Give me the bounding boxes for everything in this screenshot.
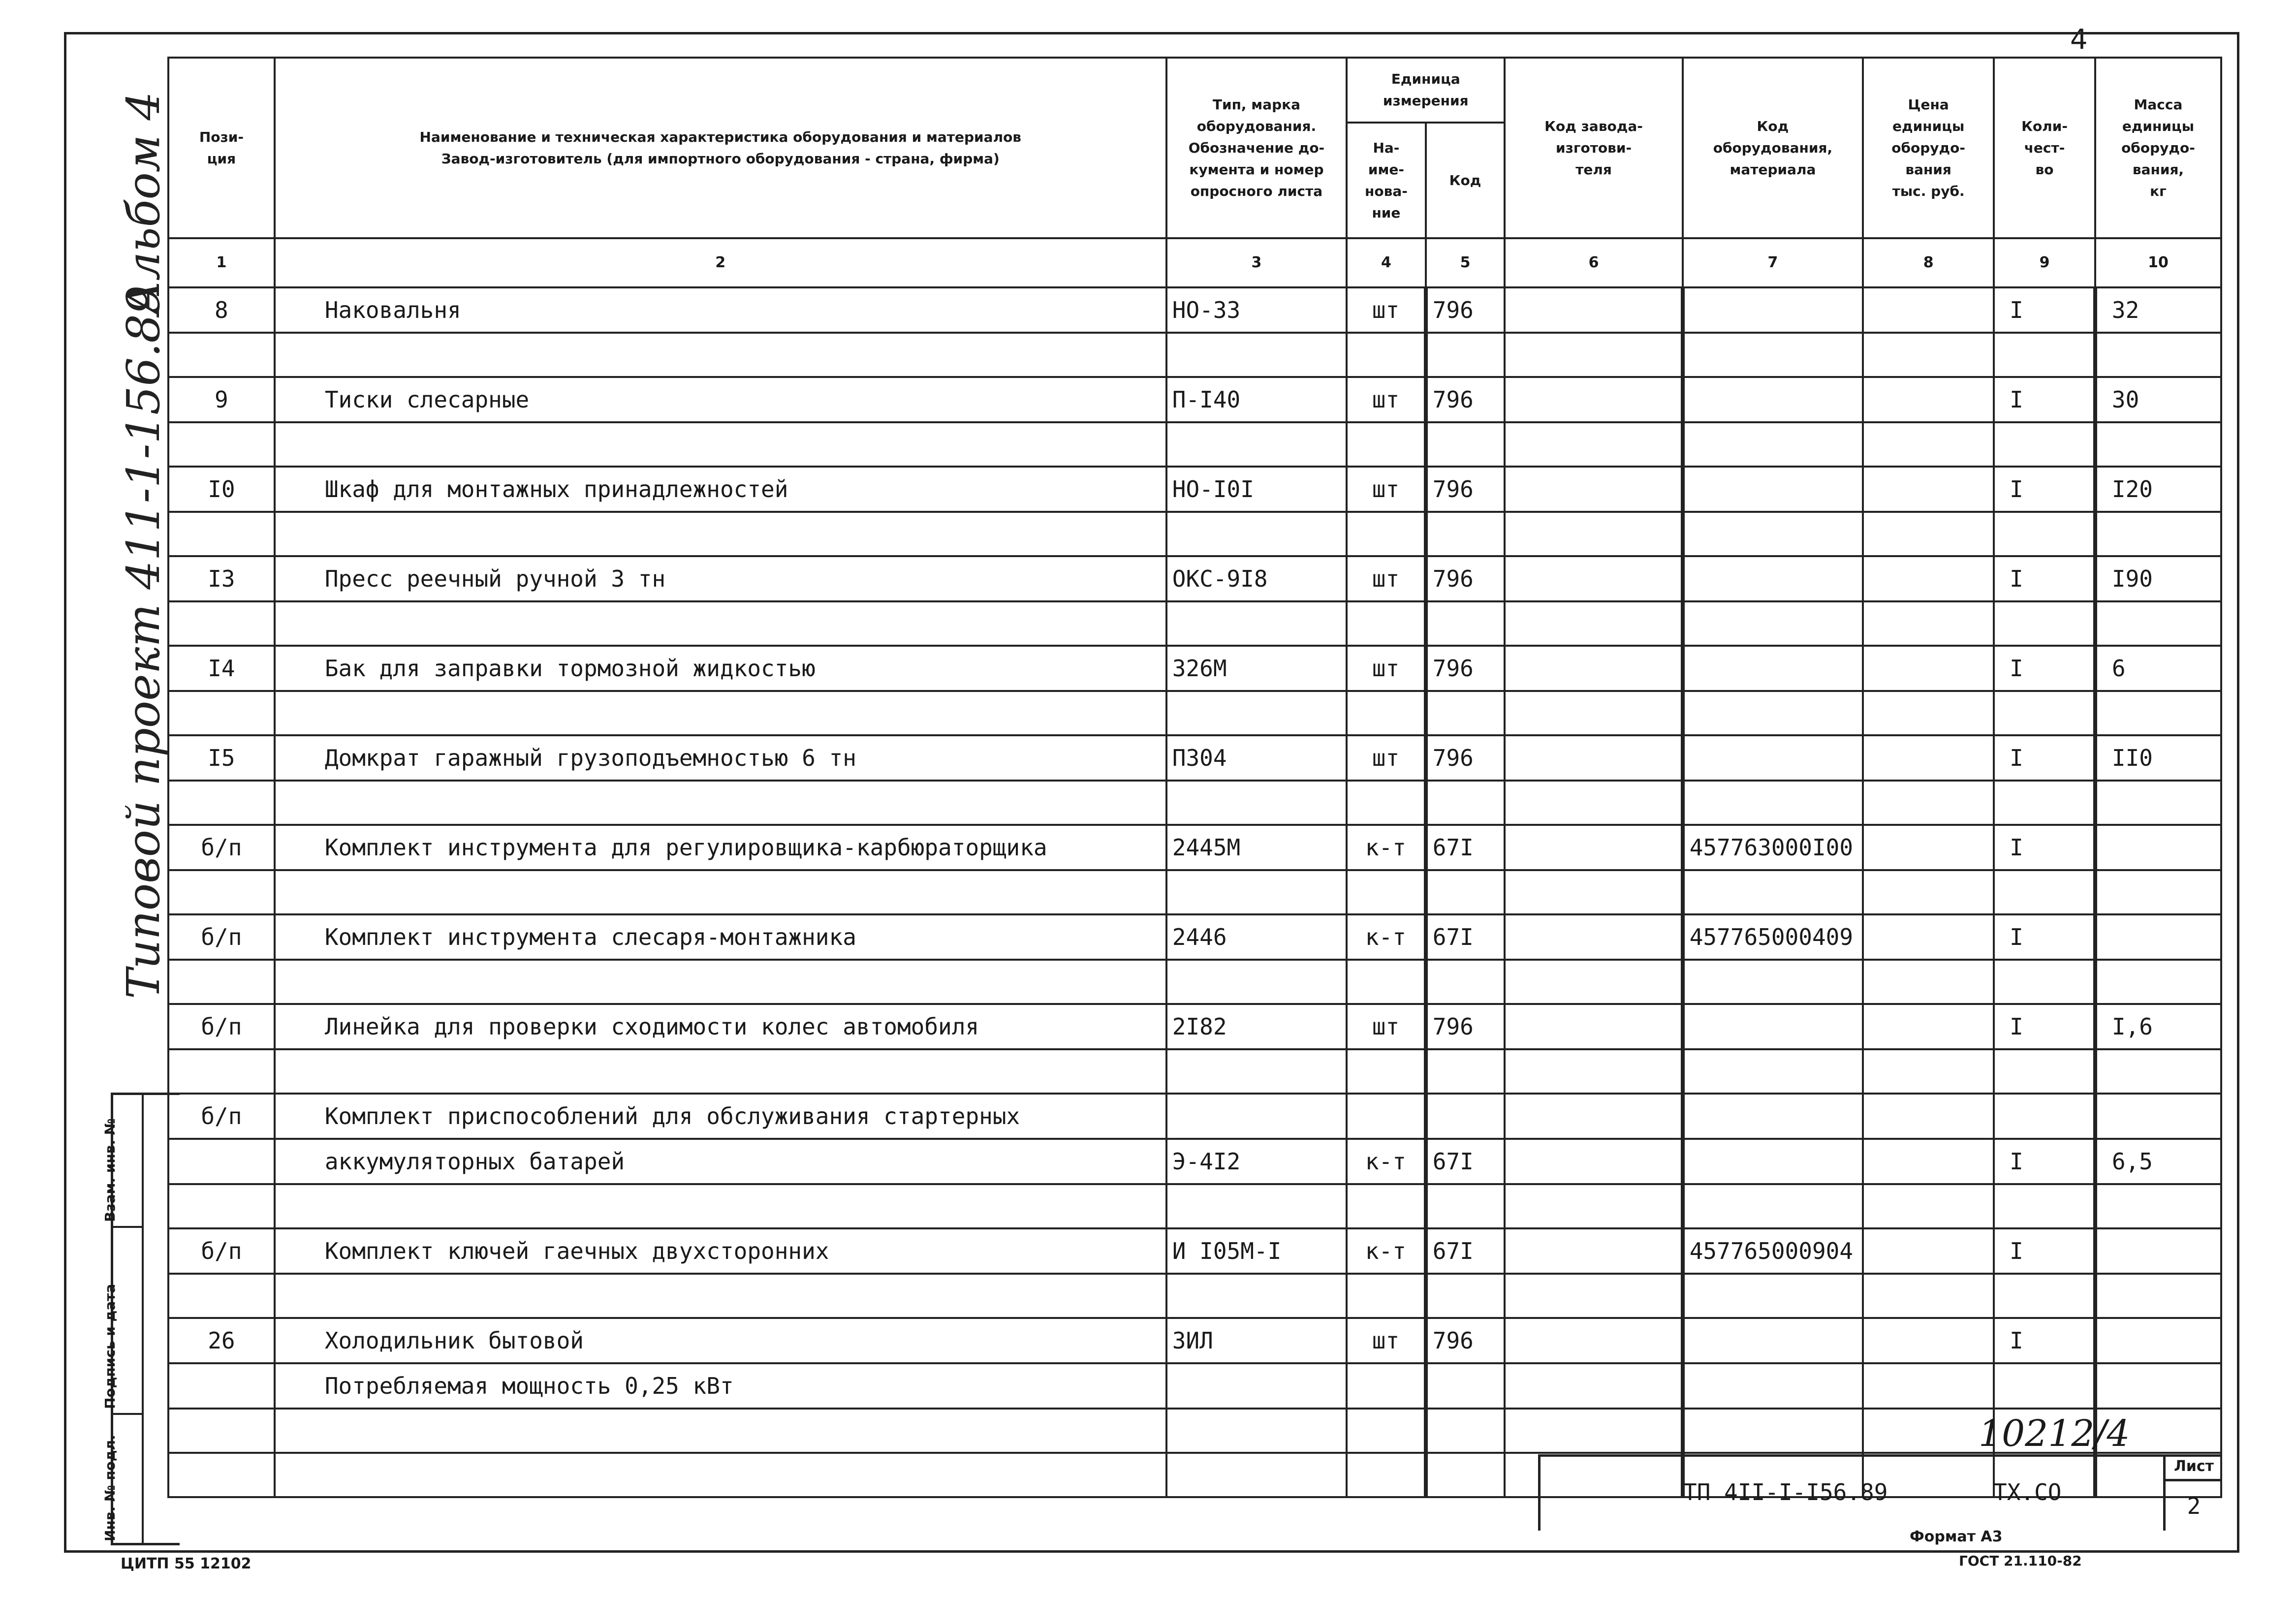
table-row [168, 825, 2221, 870]
row-unit-code: 67I [1426, 914, 1505, 960]
row-position: б/п [168, 1004, 275, 1049]
header-unit-name: На- име- нова- ние [1347, 123, 1426, 238]
row-factory-code [1505, 1004, 1682, 1049]
spacer-row [168, 422, 2221, 467]
table-row [168, 646, 2221, 691]
row-type: Э-4I2 [1166, 1139, 1347, 1184]
power-note: Потребляемая мощность 0,25 кВт [275, 1363, 1166, 1409]
row-type: П-I40 [1166, 377, 1347, 422]
row-unit-code: 796 [1426, 735, 1505, 781]
header-factory-code: Код завода- изготови- теля [1505, 58, 1682, 238]
table-row [168, 287, 2221, 333]
row-unit: к-т [1347, 825, 1426, 870]
row-price [1863, 914, 1994, 960]
spacer-row [168, 960, 2221, 1004]
row-equipment-code [1683, 287, 1863, 333]
row-factory-code [1505, 287, 1682, 333]
row-equipment-code [1683, 1318, 1863, 1363]
header-mass: Масса единицы оборудо- вания, кг [2095, 58, 2221, 238]
row-name: Наковальня [275, 287, 1166, 333]
row-price [1863, 556, 1994, 601]
row-equipment-code [1683, 735, 1863, 781]
row-quantity: I [1994, 467, 2095, 512]
row-factory-code [1505, 377, 1682, 422]
row-mass: 30 [2095, 377, 2221, 422]
row-price [1863, 1228, 1994, 1274]
row-position: 26 [168, 1318, 275, 1363]
row-name: Линейка для проверки сходимости колес автомобиля [275, 1004, 1166, 1049]
row-type: НО-33 [1166, 287, 1347, 333]
row-unit-code: 796 [1426, 646, 1505, 691]
row-equipment-code: 457765000904 [1683, 1228, 1863, 1274]
document-number: ТП 4II-I-I56.89 [1683, 1479, 1888, 1505]
stamp-replace-inv: Взам. инв. № [113, 1095, 143, 1228]
row-position: б/п [168, 825, 275, 870]
row-quantity: I [1994, 1228, 2095, 1274]
row-equipment-code: 457765000409 [1683, 914, 1863, 960]
table-row [168, 1228, 2221, 1274]
row-position: б/п [168, 914, 275, 960]
margin-album-label: Альбом 4 [117, 92, 170, 315]
row-equipment-code: 457763000I00 [1683, 825, 1863, 870]
row-mass [2095, 1318, 2221, 1363]
row-mass: II0 [2095, 735, 2221, 781]
table-row [168, 467, 2221, 512]
row-name: Комплект приспособлений для обслуживания стартерных [275, 1094, 1166, 1139]
row-price [1863, 1139, 1994, 1184]
row-unit-code: 796 [1426, 467, 1505, 512]
row-equipment-code [1683, 1004, 1863, 1049]
row-mass [2095, 1228, 2221, 1274]
header-name: Наименование и техническая характеристика оборудования и материалов Завод-изготовитель (для импортного оборудования - страна, фирма) [275, 58, 1166, 238]
sheet-number: 2 [2163, 1481, 2222, 1531]
row-position: 8 [168, 287, 275, 333]
gost-label: ГОСТ 21.110-82 [1959, 1553, 2082, 1569]
header-position: Пози- ция [168, 58, 275, 238]
col-number: 6 [1505, 238, 1682, 287]
row-name: Комплект ключей гаечных двухсторонних [275, 1228, 1166, 1274]
col-number: 2 [275, 238, 1166, 287]
row-price [1863, 1318, 1994, 1363]
row-factory-code [1505, 1139, 1682, 1184]
spacer-row [168, 333, 2221, 377]
row-unit-code: 796 [1426, 1318, 1505, 1363]
spacer-row [168, 601, 2221, 646]
row-equipment-code [1683, 467, 1863, 512]
header-unit-code: Код [1426, 123, 1505, 238]
stamp-signature-date: Подпись и дата [113, 1228, 143, 1415]
row-factory-code [1505, 1228, 1682, 1274]
row-equipment-code [1683, 1139, 1863, 1184]
row-unit: к-т [1347, 1228, 1426, 1274]
spacer-row [168, 870, 2221, 914]
row-price [1863, 825, 1994, 870]
row-unit-code: 796 [1426, 377, 1505, 422]
table-row [168, 1318, 2221, 1363]
table-row [168, 1139, 2221, 1184]
row-factory-code [1505, 914, 1682, 960]
row-unit: к-т [1347, 1139, 1426, 1184]
row-type: П304 [1166, 735, 1347, 781]
table-body [168, 287, 2221, 1497]
row-unit: шт [1347, 646, 1426, 691]
format-label: Формат А3 [1910, 1528, 2003, 1545]
col-number: 5 [1426, 238, 1505, 287]
row-price [1863, 646, 1994, 691]
row-unit: шт [1347, 1318, 1426, 1363]
row-factory-code [1505, 646, 1682, 691]
row-position: I5 [168, 735, 275, 781]
row-quantity: I [1994, 914, 2095, 960]
row-name: аккумуляторных батарей [275, 1139, 1166, 1184]
row-name: Бак для заправки тормозной жидкостью [275, 646, 1166, 691]
table-row [168, 556, 2221, 601]
table-row [168, 914, 2221, 960]
row-quantity: I [1994, 287, 2095, 333]
row-unit-code: 67I [1426, 825, 1505, 870]
row-type: 326М [1166, 646, 1347, 691]
row-position: I4 [168, 646, 275, 691]
row-quantity: I [1994, 377, 2095, 422]
row-price [1863, 735, 1994, 781]
row-position: б/п [168, 1228, 275, 1274]
col-number: 8 [1863, 238, 1994, 287]
spacer-row [168, 1274, 2221, 1318]
row-unit-code: 796 [1426, 556, 1505, 601]
spacer-row [168, 691, 2221, 735]
row-unit: к-т [1347, 914, 1426, 960]
row-unit-code: 67I [1426, 1228, 1505, 1274]
row-quantity: I [1994, 1318, 2095, 1363]
row-quantity: I [1994, 735, 2095, 781]
row-unit-code: 796 [1426, 287, 1505, 333]
row-mass: I,6 [2095, 1004, 2221, 1049]
document-section: ТХ.СО [1993, 1479, 2062, 1505]
row-name: Тиски слесарные [275, 377, 1166, 422]
row-factory-code [1505, 825, 1682, 870]
table-row [168, 1004, 2221, 1049]
row-factory-code [1505, 1318, 1682, 1363]
header-quantity: Коли- чест- во [1994, 58, 2095, 238]
row-name: Холодильник бытовой [275, 1318, 1166, 1363]
row-equipment-code [1683, 556, 1863, 601]
empty-row [168, 1409, 2221, 1453]
note-row [168, 1363, 2221, 1409]
row-mass [2095, 914, 2221, 960]
row-name: Пресс реечный ручной 3 тн [275, 556, 1166, 601]
row-unit: шт [1347, 467, 1426, 512]
row-unit: шт [1347, 556, 1426, 601]
row-mass [2095, 825, 2221, 870]
header-equipment-code: Код оборудования, материала [1683, 58, 1863, 238]
row-quantity: I [1994, 825, 2095, 870]
equipment-spec-table [167, 57, 2222, 1498]
header-type: Тип, марка оборудования. Обозначение до- кумента и номер опросного листа [1166, 58, 1347, 238]
page-number: 4 [2070, 24, 2088, 56]
table-row [168, 377, 2221, 422]
row-quantity: I [1994, 556, 2095, 601]
row-mass: I90 [2095, 556, 2221, 601]
row-type: 2445М [1166, 825, 1347, 870]
row-factory-code [1505, 556, 1682, 601]
spacer-row [168, 781, 2221, 825]
row-unit-code: 796 [1426, 1004, 1505, 1049]
row-type: 2I82 [1166, 1004, 1347, 1049]
row-unit: шт [1347, 377, 1426, 422]
row-quantity: I [1994, 1004, 2095, 1049]
row-position: I0 [168, 467, 275, 512]
sheet-label: Лист [2163, 1454, 2222, 1481]
spacer-row [168, 512, 2221, 556]
row-type: И I05М-I [1166, 1228, 1347, 1274]
margin-project-label: Типовой проект 411-1-156.89 [117, 285, 170, 999]
col-number: 4 [1347, 238, 1426, 287]
row-type: НО-I0I [1166, 467, 1347, 512]
col-number: 10 [2095, 238, 2221, 287]
row-unit-code: 67I [1426, 1139, 1505, 1184]
row-mass: 32 [2095, 287, 2221, 333]
row-unit: шт [1347, 735, 1426, 781]
row-mass: 6 [2095, 646, 2221, 691]
row-equipment-code [1683, 646, 1863, 691]
col-number: 3 [1166, 238, 1347, 287]
row-factory-code [1505, 467, 1682, 512]
row-price [1863, 377, 1994, 422]
row-price [1863, 1004, 1994, 1049]
col-number: 1 [168, 238, 275, 287]
row-position: I3 [168, 556, 275, 601]
row-factory-code [1505, 735, 1682, 781]
row-equipment-code [1683, 377, 1863, 422]
row-name: Домкрат гаражный грузоподъемностью 6 тн [275, 735, 1166, 781]
row-mass: 6,5 [2095, 1139, 2221, 1184]
table-row [168, 1094, 2221, 1139]
row-name: Комплект инструмента слесаря-монтажника [275, 914, 1166, 960]
header-unit-group: Единица измерения [1347, 58, 1505, 123]
row-position: 9 [168, 377, 275, 422]
table-row [168, 735, 2221, 781]
row-name: Шкаф для монтажных принадлежностей [275, 467, 1166, 512]
row-unit: шт [1347, 287, 1426, 333]
row-type: 2446 [1166, 914, 1347, 960]
header-price: Цена единицы оборудо- вания тыс. руб. [1863, 58, 1994, 238]
row-type: ОКС-9I8 [1166, 556, 1347, 601]
row-position: б/п [168, 1094, 275, 1139]
inventory-number: 10212/4 [1979, 1412, 2130, 1455]
row-unit: шт [1347, 1004, 1426, 1049]
col-number: 7 [1683, 238, 1863, 287]
row-name: Комплект инструмента для регулировщика-карбюраторщика [275, 825, 1166, 870]
footer-left-label: ЦИТП 55 12102 [121, 1555, 252, 1572]
row-quantity: I [1994, 1139, 2095, 1184]
row-mass: I20 [2095, 467, 2221, 512]
spacer-row [168, 1184, 2221, 1228]
row-quantity: I [1994, 646, 2095, 691]
row-type: ЗИЛ [1166, 1318, 1347, 1363]
col-number: 9 [1994, 238, 2095, 287]
row-price [1863, 467, 1994, 512]
stamp-inv-original: Инв. № подл. [102, 1435, 118, 1541]
row-price [1863, 287, 1994, 333]
spacer-row [168, 1049, 2221, 1094]
